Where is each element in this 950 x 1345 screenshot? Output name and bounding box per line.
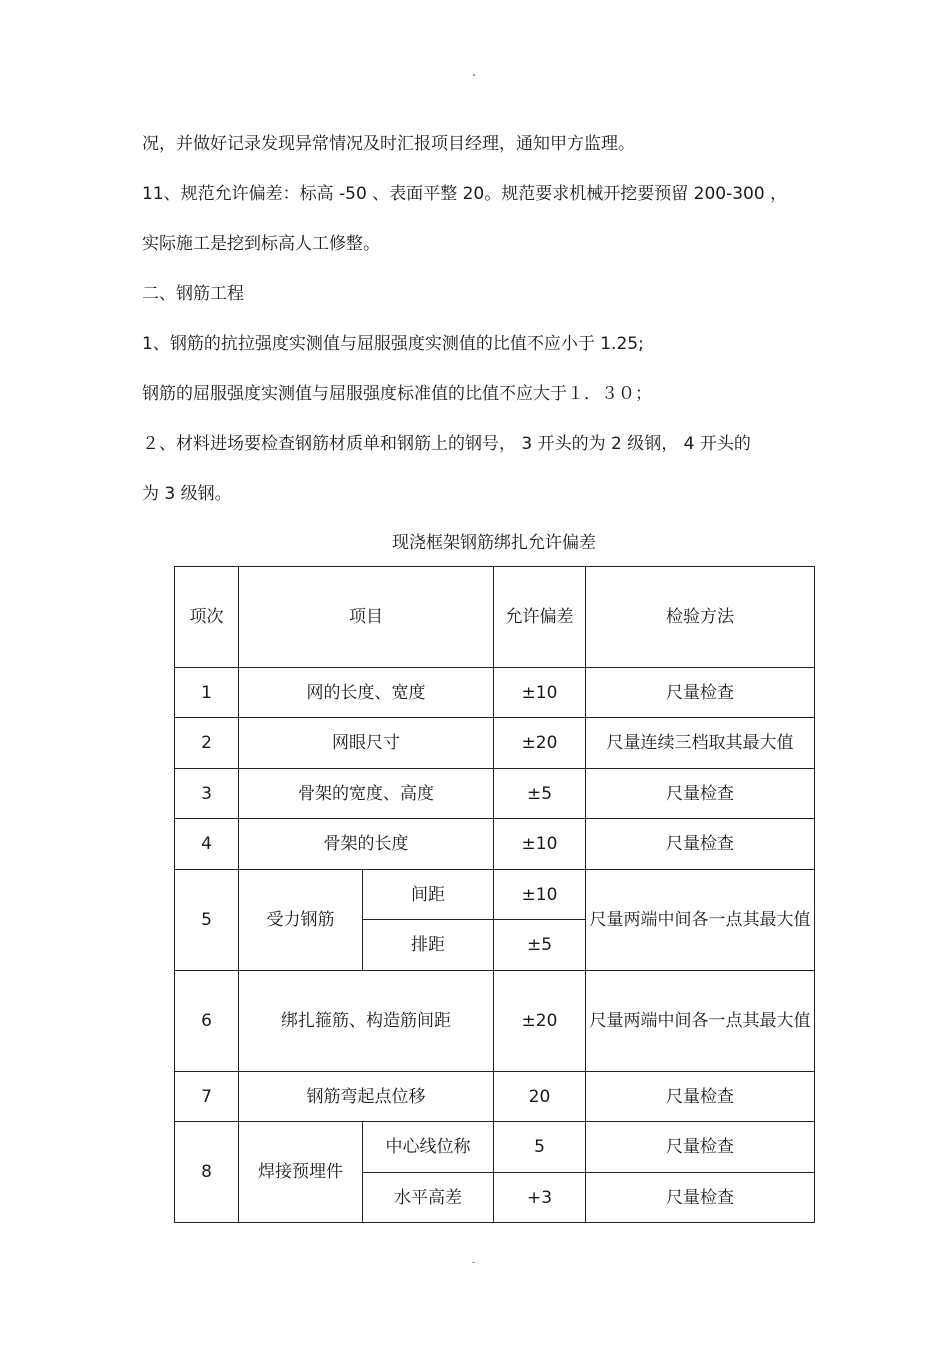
row-number: 7 [175, 1072, 239, 1122]
row-tolerance: 5 [494, 1122, 586, 1173]
row-method: 尺量检查 [586, 819, 815, 870]
row-tolerance: ±10 [494, 870, 586, 920]
row-tolerance: ±20 [494, 718, 586, 769]
row-item: 钢筋弯起点位移 [239, 1072, 494, 1122]
section-heading-rebar: 二、钢筋工程 [142, 284, 244, 304]
row-item: 受力钢筋 [239, 870, 363, 971]
row-subitem: 排距 [363, 920, 494, 971]
table-caption: 现浇框架钢筋绑扎允许偏差 [392, 533, 596, 553]
row-item: 骨架的长度 [239, 819, 494, 870]
row-method: 尺量两端中间各一点其最大值 [586, 870, 815, 971]
row-number: 5 [175, 870, 239, 971]
paragraph-5: 1、钢筋的抗拉强度实测值与屈服强度实测值的比值不应小于 1.25; [142, 334, 644, 354]
row-subitem: 中心线位称 [363, 1122, 494, 1173]
row-item: 网的长度、宽度 [239, 668, 494, 718]
paragraph-6: 钢筋的屈服强度实测值与屈服强度标准值的比值不应大于１．３０； [142, 384, 652, 404]
table-row [175, 1122, 815, 1173]
row-method: 尺量连续三档取其最大值 [586, 718, 815, 769]
row-tolerance: ±10 [494, 819, 586, 870]
row-number: 1 [175, 668, 239, 718]
row-number: 2 [175, 718, 239, 769]
bottom-mark [472, 1262, 475, 1263]
row-number: 6 [175, 971, 239, 1072]
paragraph-2: 11、规范允许偏差：标高 -50 、表面平整 20。规范要求机械开挖要预留 200-300 ， [142, 184, 788, 204]
paragraph-1: 况，并做好记录发现异常情况及时汇报项目经理，通知甲方监理。 [142, 134, 635, 154]
row-item: 骨架的宽度、高度 [239, 769, 494, 819]
table-row [175, 870, 815, 920]
table-row [175, 769, 815, 819]
header-item: 项目 [239, 567, 494, 668]
table-row [175, 718, 815, 769]
row-number: 3 [175, 769, 239, 819]
header-item-no: 项次 [175, 567, 239, 668]
table-row [175, 819, 815, 870]
row-item: 绑扎箍筋、构造筋间距 [239, 971, 494, 1072]
row-method: 尺量检查 [586, 769, 815, 819]
top-mark [473, 74, 475, 76]
row-number: 4 [175, 819, 239, 870]
row-method: 尺量检查 [586, 1122, 815, 1173]
row-method: 尺量检查 [586, 1072, 815, 1122]
paragraph-8: 为 3 级钢。 [142, 484, 232, 504]
header-method: 检验方法 [586, 567, 815, 668]
row-item: 网眼尺寸 [239, 718, 494, 769]
table-row [175, 668, 815, 718]
row-method: 尺量两端中间各一点其最大值 [586, 971, 815, 1072]
row-subitem: 间距 [363, 870, 494, 920]
row-tolerance: ±5 [494, 920, 586, 971]
paragraph-7: ２、材料进场要检查钢筋材质单和钢筋上的钢号， 3 开头的为 2 级钢， 4 开头的 [142, 434, 751, 454]
row-item: 焊接预埋件 [239, 1122, 363, 1223]
header-tolerance: 允许偏差 [494, 567, 586, 668]
row-subitem: 水平高差 [363, 1173, 494, 1223]
table-row [175, 971, 815, 1072]
row-method: 尺量检查 [586, 668, 815, 718]
row-tolerance: ±5 [494, 769, 586, 819]
paragraph-3: 实际施工是挖到标高人工修整。 [142, 234, 380, 254]
row-tolerance: 20 [494, 1072, 586, 1122]
row-method: 尺量检查 [586, 1173, 815, 1223]
row-tolerance: +3 [494, 1173, 586, 1223]
table-row [175, 1072, 815, 1122]
table-header-row [175, 567, 815, 668]
tolerance-table [174, 566, 815, 1223]
row-tolerance: ±10 [494, 668, 586, 718]
row-tolerance: ±20 [494, 971, 586, 1072]
row-number: 8 [175, 1122, 239, 1223]
